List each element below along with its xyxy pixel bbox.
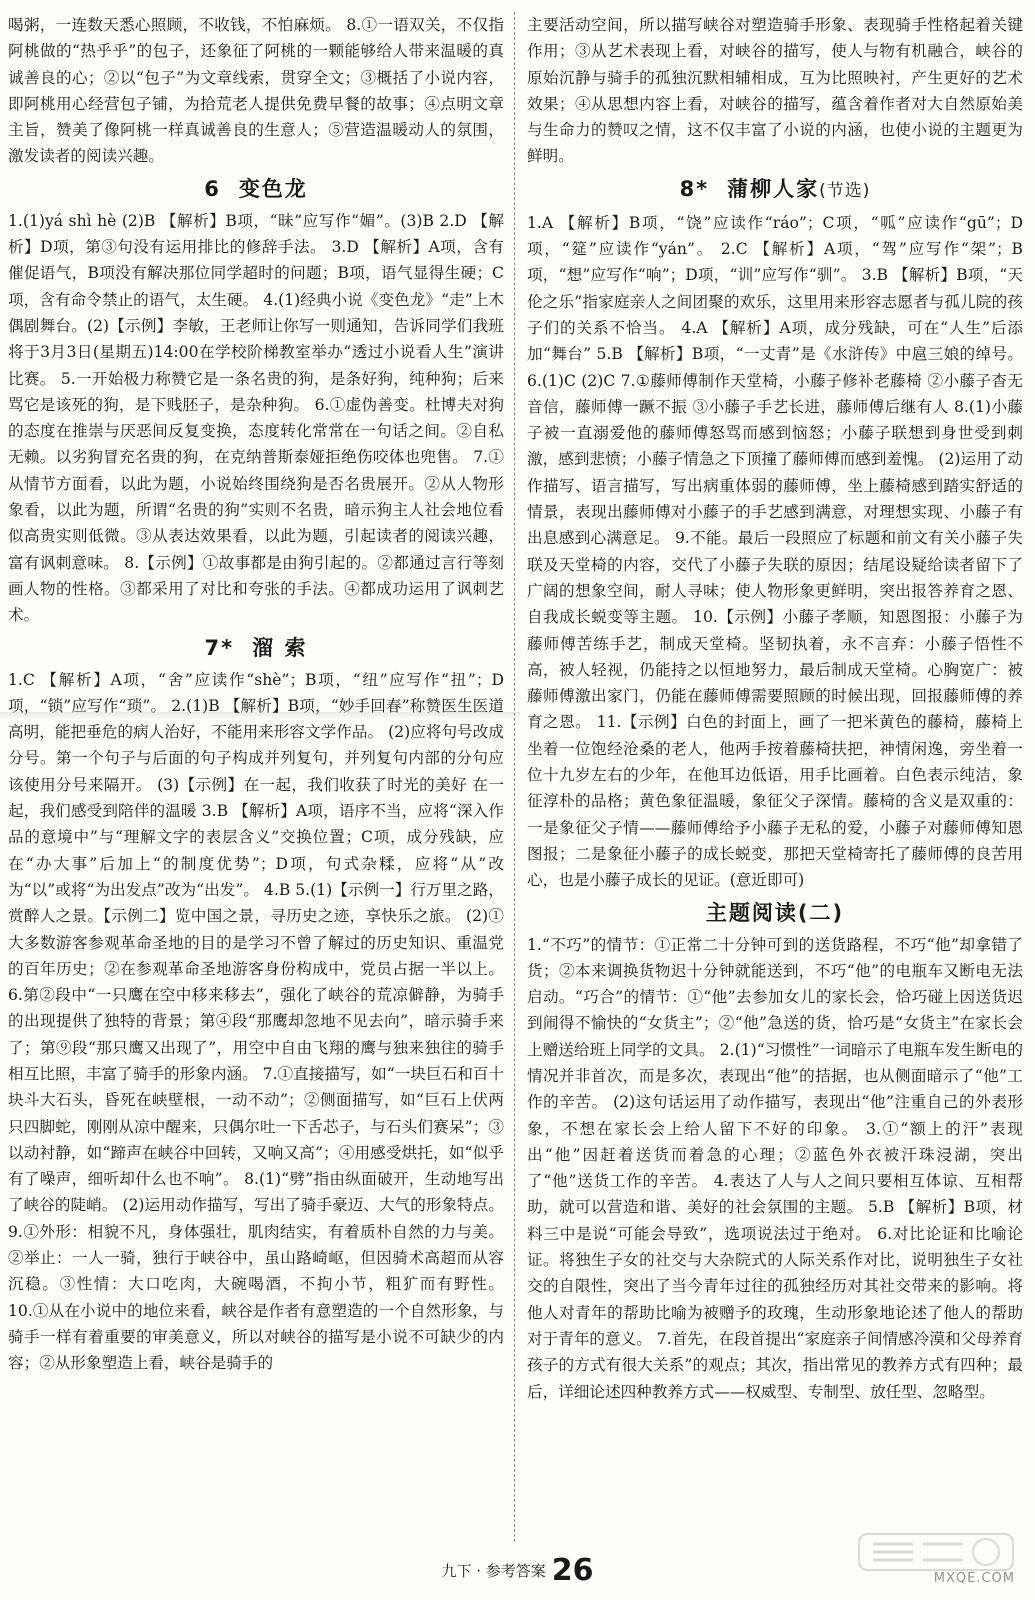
watermark-text: MXQE.COM [933, 1571, 1015, 1586]
section-7-answers: 1.C 【解析】A项，“舍”应读作“shè”；B项，“纽”应写作“扭”；D项，“锁”应写作“琐”。 2.(1)B 【解析】B项，“妙手回春”称赞医生医道高明，能把垂危的病人治好，不能用来形容文学作品。 (2)应将句号改成分号。第一个句子与后面的句子构成并列复句，并列复句内部的分句应该使用分号来隔开。 (3)【示例】在一起，我们收获了时光的美好 在一起，我们感受到陪伴的温暖 3.B 【解析】A项，语序不当，应将“深入作品的意境中”与“理解文字的表层含义”交换位置；C项，成分残缺，应在“办大事”后加上“的制度优势”；D项，句式杂糅，应将“从”改为“以”或将“为出发点”改为“出发”。 4.B 5.(1)【示例一】行万里之路，赏醉人之景。【示例二】览中国之景，寻历史之迹，享快乐之旅。 (2)①大多数游客参观革命圣地的目的是学习不曾了解过的历史知识、重温党的百年历史；②在参观革命圣地游客身份构成中，党员占据一半以上。 6.第②段中“一只鹰在空中移来移去”，强化了峡谷的荒凉僻静，为骑手的出现提供了独特的背景；第④段“那鹰却忽地不见去向”，暗示骑手来了；第⑨段“那只鹰又出现了”，用空中自由飞翔的鹰与独来独往的骑手相互比照，丰富了骑手的形象内涵。 7.①直接描写，如“一块巨石和百十块斗大石头，昏死在峡壁根，一动不动”；②侧面描写，如“巨石上伏两只四脚蛇，刚刚从凉中醒来，只偶尔吐一下舌芯子，与石头们赛呆”；③以动衬静，如“蹄声在峡谷中回转，又响又高”；④用感受烘托，如“似乎有了噪声，细听却什么也不响”。 8.(1)“劈”指由纵面破开，生动地写出了峡谷的陡峭。 (2)运用动作描写，写出了骑手豪迈、大气的形象特点。 9.①外形：相貌不凡，身体强壮，肌肉结实，有着质朴自然的力与美。②举止：一人一骑，独行于峡谷中，虽山路崎岖，但因骑术高超而从容沉稳。③性情：大口吃肉，大碗喝酒，不拘小节，粗犷而有野性。 10.①从在小说中的地位来看，峡谷是作者有意塑造的一个自然形象，与骑手一样有着重要的审美意义，所以对峡谷的描写是小说不可缺少的内容；②从形象塑造上看，峡谷是骑手的 [8, 670, 504, 1373]
section-subtitle: (节选) [819, 180, 871, 201]
section-heading-8 [527, 172, 1023, 208]
section-heading-7 [8, 631, 504, 665]
footer-label: 九下 · 参考答案 [441, 1562, 546, 1580]
continued-answer-text: 主要活动空间，所以描写峡谷对塑造骑手形象、表现骑手性格起着关键作用；③从艺术表现上看，对峡谷的描写，使人与物有机融合，峡谷的原始沉静与骑手的孤独沉默相辅相成，互为比照映衬，产生更好的艺术效果；④从思想内容上看，对峡谷的描写，蕴含着作者对大自然原始美与生命力的赞叹之情，这不仅丰富了小说的内涵，也使小说的主题更为鲜明。 [527, 16, 1023, 166]
section-number: 7* [204, 635, 235, 660]
right-column [527, 12, 1023, 1542]
column-divider [514, 12, 515, 1542]
left-column [8, 12, 504, 1542]
theme-reading-answers: 1.“不巧”的情节：①正常二十分钟可到的送货路程，不巧“他”却拿错了货；②本来调换货物迟十分钟就能送到，不巧“他”的电瓶车又断电无法启动。“巧合”的情节：①“他”去参加女儿的家长会，恰巧碰上因送货迟到闹得不愉快的“女货主”；②“他”急送的货，恰巧是“女货主”在家长会上赠送给班上同学的文具。 2.(1)“习惯性”一词暗示了电瓶车发生断电的情况并非首次，而是多次，表现出“他”的拮据，也从侧面暗示了“他”工作的辛苦。 (2)这句话运用了动作描写，表现出“他”注重自己的外表形象，不想在家长会上给人留下不好的印象。 3.①“额上的汗”表现出“他”因赶着送货而着急的心理；②蓝色外衣被汗珠浸湖，突出了“他”送货工作的辛苦。 4.表达了人与人之间只要相互体谅、互相帮助，就可以营造和谐、美好的社会氛围的主题。 5.B 【解析】B项，材料三中是说“可能会导致”，选项说法过于绝对。 6.对比论证和比喻论证。将独生子女的社交与大杂院式的人际关系作对比，说明独生子女社交的自限性，突出了当今青年过往的孤独经历对其社交带来的影响。将他人对青年的帮助比喻为被赠予的玫瑰，生动形象地论述了他人的帮助对于青年的意义。 7.首先，在段首提出“家庭亲子间情感冷漠和父母养育孩子的方式有很大关系”的观点；其次，指出常见的教养方式有四种；最后，详细论述四种教养方式——权威型、专制型、放任型、忽略型。 [527, 935, 1023, 1401]
section-title: 主题阅读(二) [705, 900, 845, 925]
section-number: 6 [204, 176, 221, 201]
section-title: 溜 索 [252, 635, 308, 660]
section-number: 8* [679, 176, 710, 201]
section-title: 蒲柳人家 [727, 176, 820, 201]
section-heading-theme-reading [527, 896, 1023, 930]
section-title: 变色龙 [238, 176, 308, 201]
section-8-answers: 1.A 【解析】B项，“饶”应读作“ráo”；C项，“呱”应读作“gū”；D项，“筵”应读作“yán”。 2.C 【解析】A项，“驾”应写作“架”；B项，“想”应写作“响”；D项，“训”应写作“驯”。 3.B 【解析】B项，“天伦之乐”指家庭亲人之间团聚的欢乐，这里用来形容志愿者与孤儿院的孩子们的关系不恰当。 4.A 【解析】A项，成分残缺，可在“人生”后添加“舞台” 5.B 【解析】B项，“一丈青”是《水浒传》中扈三娘的绰号。 6.(1)C (2)C 7.①藤师傅制作天堂椅，小藤子修补老藤椅 ②小藤子杳无音信，藤师傅一蹶不振 ③小藤子手艺长进，藤师傅后继有人 8.(1)小藤子被一直溺爱他的藤师傅怒骂而感到恼怒；小藤子联想到身世受到刺激，感到悲愤；小藤子情急之下顶撞了藤师傅而感到羞愧。 (2)运用了动作描写、语言描写，写出病重体弱的藤师傅，坐上藤椅感到踏实舒适的情景，表现出藤师傅对小藤子的手艺感到满意，对理想实现、小藤子有出息感到心满意足。 9.不能。最后一段照应了标题和前文有关小藤子失联及天堂椅的内容，交代了小藤子失联的原因；结尾设疑给读者留下了广阔的想象空间，耐人寻味；使人物形象更鲜明，突出报答养育之恩、自我成长蜕变等主题。 10.【示例】小藤子孝顺，知恩图报：小藤子为藤师傅苦练手艺，制成天堂椅。坚韧执着，永不言弃：小藤子悟性不高，被人轻视，仍能持之以恒地努力，最后制成天堂椅。心胸宽广：被藤师傅激出家门，仍能在藤师傅需要照顾的时候出现，回报藤师傅的养育之恩。 11.【示例】白色的封面上，画了一把米黄色的藤椅，藤椅上坐着一位饱经沧桑的老人，他两手按着藤椅扶把，神情闲逸，旁坐着一位十九岁左右的少年，在他耳边低语，用手比画着。白色表示纯洁，象征淳朴的品格；黄色象征温暖，象征父子深情。藤椅的含义是双重的：一是象征父子情——藤师傅给予小藤子无私的爱，小藤子对藤师傅知恩图报；二是象征小藤子的成长蜕变，那把天堂椅寄托了藤师傅的良苦用心，也是小藤子成长的见证。(意近即可) [527, 213, 1023, 890]
section-6-answers: 1.(1)yá shì hè (2)B 【解析】B项，“昧”应写作“媚”。(3)B 2.D 【解析】D项，第③句没有运用排比的修辞手法。 3.D 【解析】A项，含有催促语气，B项没有解决那位同学超时的问题；B项，语气显得生硬；C项，含有命令禁止的语气，太生硬。 4.(1)经典小说《变色龙》“走”上木偶剧舞台。(2)【示例】李敏，王老师让你写一则通知，告诉同学们我班将于3月3日(星期五)14:00在学校阶梯教室举办“透过小说看人生”演讲比赛。 5.一开始极力称赞它是一条名贵的狗，是条好狗，纯种狗；后来骂它是该死的狗，是下贱胚子，是杂种狗。 6.①虚伪善变。杜博夫对狗的态度在推崇与厌恶间反复变换，态度转化常常在一句话之间。②自私无赖。以劣狗冒充名贵的狗，在克纳普斯泰娅拒绝伤咬体也兜售。 7.①从情节方面看，以此为题，小说始终围绕狗是否名贵展开。②从人物形象看，以此为题，所谓“名贵的狗”实则不名贵，暗示狗主人社会地位看似高贵实则低微。③从表达效果看，以此为题，引起读者的阅读兴趣，富有讽刺意味。 8.【示例】①故事都是由狗引起的。②都通过言行等刻画人物的性格。③都采用了对比和夸张的手法。④都成功运用了讽刺艺术。 [8, 211, 504, 625]
section-heading-6 [8, 172, 504, 206]
page-number: 26 [551, 1553, 594, 1588]
continued-answer-text: 喝粥，一连数天悉心照顾，不收钱，不怕麻烦。 8.①一语双关，不仅指阿桃做的“热乎乎”的包子，还象征了阿桃的一颗能够给人带来温暖的真诚善良的心；②以“包子”为文章线索，贯穿全文；③概括了小说内容，即阿桃用心经营包子铺，为拾荒老人提供免费早餐的故事；④点明文章主旨，赞美了像阿桃一样真诚善良的生意人；⑤营造温暖动人的氛围，激发读者的阅读兴趣。 [8, 16, 504, 166]
